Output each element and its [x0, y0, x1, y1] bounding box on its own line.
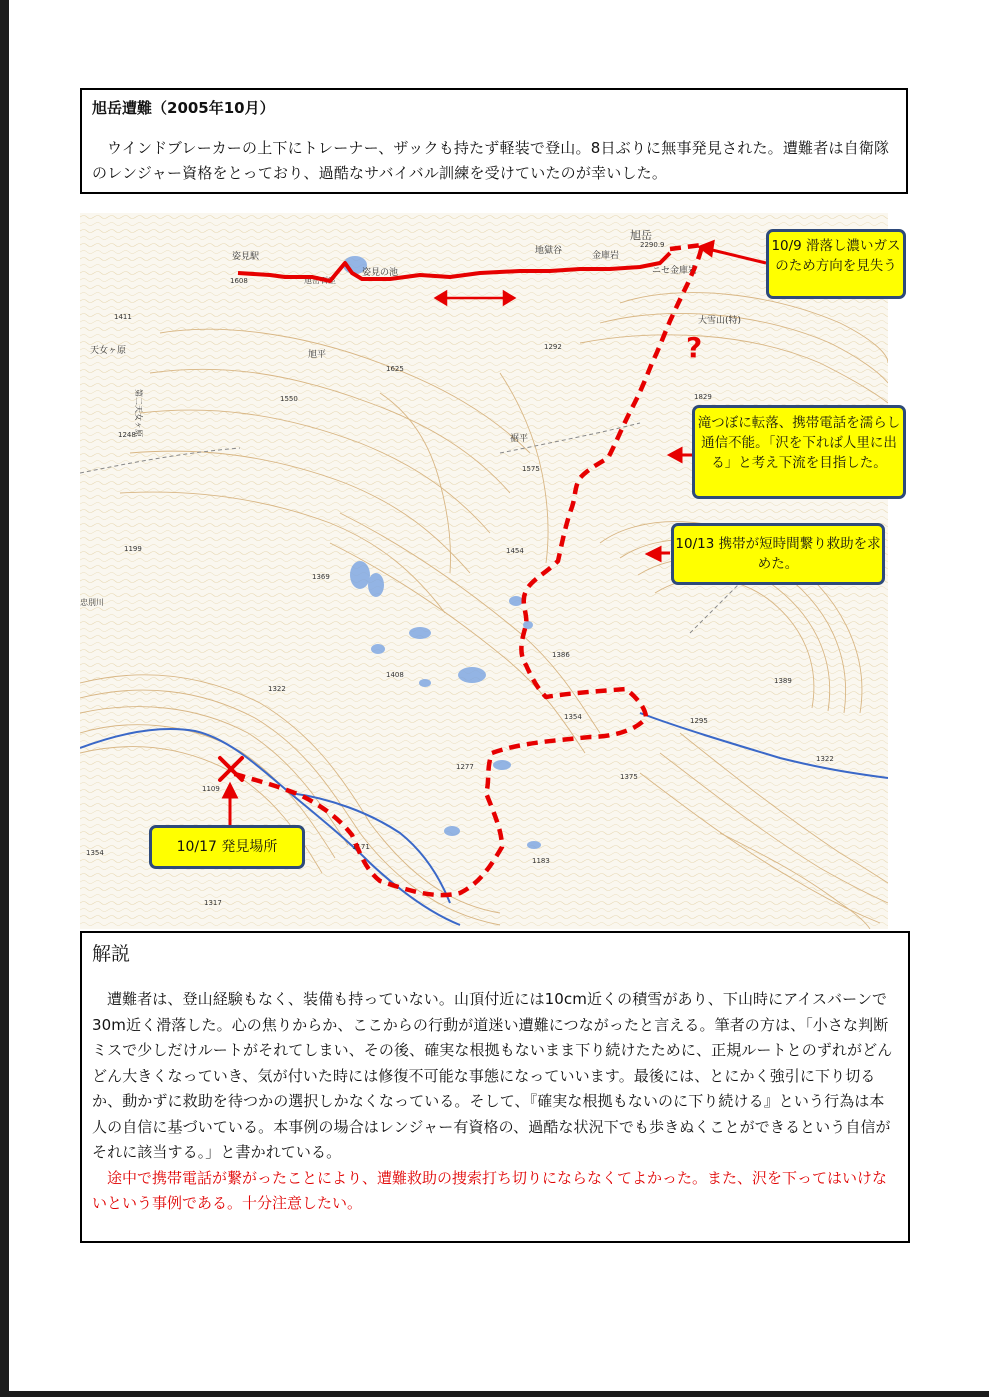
- elevation-label: 1575: [522, 465, 540, 473]
- incident-summary-box: [80, 88, 908, 194]
- page-bottom-edge: [0, 1391, 989, 1397]
- page-left-edge: [0, 0, 9, 1397]
- elevation-label: 1322: [268, 685, 286, 693]
- label-river: 忠別川: [80, 598, 104, 607]
- callout-found-location: 10/17 発見場所: [149, 825, 305, 869]
- incident-title: 旭岳遭難（2005年10月）: [92, 99, 275, 117]
- question-mark: ?: [686, 331, 703, 364]
- label-sugatami-pond: 姿見の池: [362, 268, 399, 278]
- elevation-label: 1608: [230, 277, 248, 285]
- elevation-label: 1322: [816, 755, 834, 763]
- explanation-title: 解説: [92, 943, 131, 965]
- elevation-label: 1408: [386, 671, 404, 679]
- elevation-label: 1625: [386, 365, 404, 373]
- label-asahidake: 旭岳: [630, 229, 652, 242]
- label-asahidake-ishimuro: 旭岳石室: [304, 276, 336, 285]
- label-niseko-kanadoi: ニセ金庫岩: [652, 266, 698, 276]
- label-tennyogahara: 天女ヶ原: [90, 346, 127, 356]
- label-susohira: 裾平: [510, 434, 529, 444]
- elevation-label: 1829: [694, 393, 712, 401]
- incident-summary-text: ウインドブレーカーの上下にトレーナー、ザックも持たず軽装で登山。8日ぶりに無事発見された。遭難者は自衛隊のレンジャー資格をとっており、過酷なサバイバル訓練を受けていたのが幸いした。: [92, 139, 890, 182]
- elevation-label: 1248: [118, 431, 136, 439]
- elevation-label: 1375: [620, 773, 638, 781]
- elevation-label: 1199: [124, 545, 142, 553]
- label-jigokudani: 地獄谷: [535, 246, 563, 256]
- callout-phone-rescue: 10/13 携帯が短時間繋り救助を求めた。: [671, 523, 885, 585]
- label-kanadoi: 金庫岩: [592, 251, 620, 261]
- elevation-label: 2290.9: [640, 241, 665, 249]
- label-sugatami-station: 姿見駅: [232, 252, 260, 262]
- elevation-label: 1109: [202, 785, 220, 793]
- explanation-warning-note: 途中で携帯電話が繋がったことにより、遭難救助の捜索打ち切りにならなくてよかった。また、沢を下ってはいけないという事例である。十分注意したい。: [92, 1168, 888, 1212]
- elevation-label: 1389: [774, 677, 792, 685]
- elevation-label: 1292: [544, 343, 562, 351]
- explanation-text: 遭難者は、登山経験もなく、装備も持っていない。山頂付近には10cm近くの積雪があり、下山時にアイスバーンで30m近く滑落した。心の焦りからか、ここからの行動が道迷い遭難につながったと言える。筆者の方は、「小さな判断ミスで少しだけルートがそれてしまい、その後、確実な根拠もないまま下り続けたために、正規ルートとのずれがどんどん大きくなっていき、気が付いた時には修復不可能な事態になっていいます。最後には、とにかく強引に下り切るか、動かずに救助を待つかの選択しかなくなっている。そして、『確実な根拠もないのに下り続ける』という行為は本人の自信に基づいている。本事例の場合はレンジャー有資格の、過酷な状況下でも歩きぬくことができるという自信がそれに該当する。」と書かれている。: [92, 990, 893, 1161]
- callout-slip-fog: 10/9 滑落し濃いガスのため方向を見失う: [766, 229, 906, 299]
- label-daisetsuzan: 大雪山(特): [698, 316, 742, 326]
- elevation-label: 1411: [114, 313, 132, 321]
- elevation-label: 1317: [204, 899, 222, 907]
- elevation-label: 1183: [532, 857, 550, 865]
- elevation-label: 1369: [312, 573, 330, 581]
- elevation-label: 1295: [690, 717, 708, 725]
- elevation-label: 1550: [280, 395, 298, 403]
- elevation-label: 1277: [456, 763, 474, 771]
- elevation-label: 1171: [352, 843, 370, 851]
- elevation-label: 1454: [506, 547, 524, 555]
- elevation-label: 1386: [552, 651, 570, 659]
- label-asahidaira: 旭平: [308, 350, 327, 360]
- elevation-label: 1354: [564, 713, 582, 721]
- elevation-label: 1354: [86, 849, 104, 857]
- label-dai2-tennyogahara: 第二天女ヶ原: [134, 389, 143, 437]
- callout-waterfall-fall: 滝つぼに転落、携帯電話を濡らし通信不能。「沢を下れば人里に出る」と考え下流を目指した。: [692, 405, 906, 499]
- explanation-box: [80, 931, 910, 1243]
